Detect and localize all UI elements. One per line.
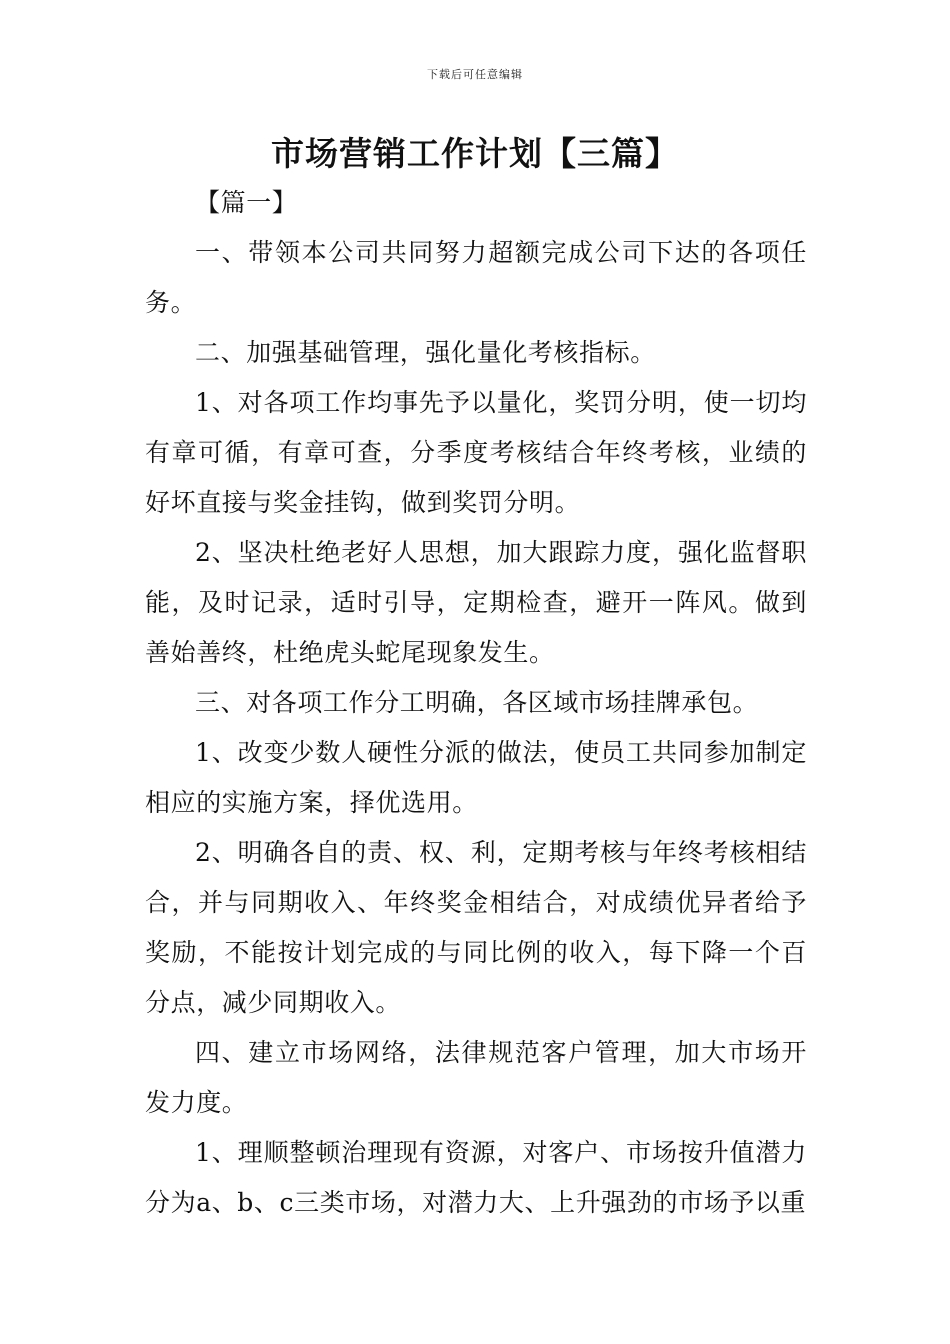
document-body (145, 178, 807, 1228)
paragraph: 四、建立市场网络，法律规范客户管理，加大市场开发力度。 (145, 1038, 807, 1117)
paragraph: 2、明确各自的责、权、利，定期考核与年终考核相结合，并与同期收入、年终奖金相结合，对成绩优异者给予奖励，不能按计划完成的与同比例的收入，每下降一个百分点，减少同期收入。 (145, 838, 807, 1017)
paragraph: 2、坚决杜绝老好人思想，加大跟踪力度，强化监督职能，及时记录，适时引导，定期检查，避开一阵风。做到善始善终，杜绝虎头蛇尾现象发生。 (145, 538, 807, 667)
paragraph: 二、加强基础管理，强化量化考核指标。 (195, 338, 656, 367)
section-heading: 【篇一】 (195, 188, 298, 217)
paragraph: 一、带领本公司共同努力超额完成公司下达的各项任务。 (145, 238, 807, 317)
paragraph: 1、理顺整顿治理现有资源，对客户、市场按升值潜力分为a、b、c三类市场，对潜力大、上升强劲的市场予以重 (145, 1138, 807, 1217)
header-note: 下载后可任意编辑 (427, 68, 523, 81)
paragraph: 1、对各项工作均事先予以量化，奖罚分明，使一切均有章可循，有章可查，分季度考核结合年终考核，业绩的好坏直接与奖金挂钩，做到奖罚分明。 (145, 388, 807, 517)
paragraph: 1、改变少数人硬性分派的做法，使员工共同参加制定相应的实施方案，择优选用。 (145, 738, 807, 817)
paragraph: 三、对各项工作分工明确，各区域市场挂牌承包。 (195, 688, 759, 717)
document-title: 市场营销工作计划【三篇】 (271, 134, 679, 173)
